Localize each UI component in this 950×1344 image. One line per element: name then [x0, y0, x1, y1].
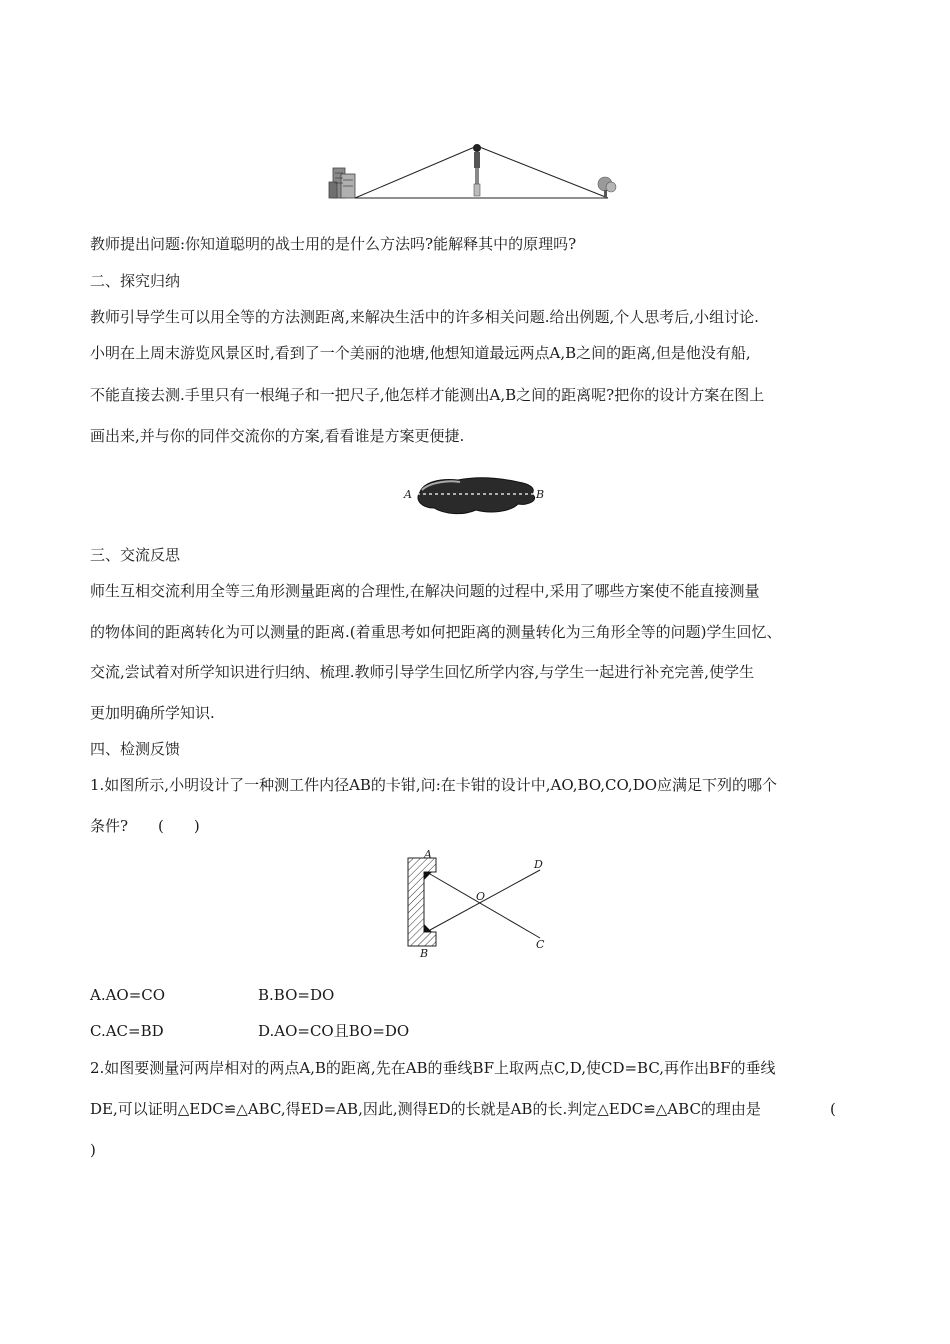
- caliper-label-c: C: [536, 938, 545, 951]
- caliper-label-b: B: [420, 947, 429, 960]
- q1-option-c[interactable]: C.AC=BD: [90, 1022, 164, 1040]
- section3-paragraph-4: 更加明确所学知识.: [90, 704, 215, 722]
- section2-paragraph-1: 教师引导学生可以用全等的方法测距离,来解决生活中的许多相关问题.给出例题,个人思考后,小组讨论.: [90, 308, 759, 326]
- soldier-icon: [473, 144, 481, 196]
- caliper-label-a: A: [424, 850, 432, 861]
- pond-figure: [400, 470, 550, 520]
- pond-label-a: A: [404, 488, 412, 501]
- question-2-paren-close: ): [90, 1141, 96, 1159]
- caliper-figure: [400, 850, 560, 960]
- question-1-line-1: 1.如图所示,小明设计了一种测工件内径AB的卡钳,问:在卡钳的设计中,AO,BO,CO,DO应满足下列的哪个: [90, 776, 778, 794]
- section3-heading: 三、交流反思: [90, 546, 181, 564]
- section3-paragraph-1: 师生互相交流利用全等三角形测量距离的合理性,在解决问题的过程中,采用了哪些方案使不能直接测量: [90, 582, 760, 600]
- caliper-label-d: D: [534, 858, 543, 871]
- caliper-label-o: O: [476, 890, 486, 903]
- section2-paragraph-3: 不能直接去测.手里只有一根绳子和一把尺子,他怎样才能测出A,B之间的距离呢?把你的设计方案在图上: [90, 386, 765, 404]
- soldier-triangle-figure: [325, 140, 620, 205]
- section2-paragraph-4: 画出来,并与你的同伴交流你的方案,看看谁是方案更便捷.: [90, 427, 465, 445]
- q1-option-b[interactable]: B.BO=DO: [258, 986, 335, 1004]
- question-2-line-2: DE,可以证明△EDC≌△ABC,得ED=AB,因此,测得ED的长就是AB的长.判定△EDC≌△ABC的理由是: [90, 1100, 761, 1118]
- section2-paragraph-2: 小明在上周末游览风景区时,看到了一个美丽的池塘,他想知道最远两点A,B之间的距离,但是他没有船,: [90, 344, 751, 362]
- building-icon: [329, 168, 355, 198]
- question-1-line-2: 条件? ( ): [90, 817, 200, 835]
- question-2-paren-open: (: [830, 1100, 836, 1118]
- section4-heading: 四、检测反馈: [90, 740, 181, 758]
- q1-option-d[interactable]: D.AO=CO且BO=DO: [258, 1022, 410, 1040]
- pond-label-b: B: [536, 488, 545, 501]
- section3-paragraph-3: 交流,尝试着对所学知识进行归纳、梳理.教师引导学生回忆所学内容,与学生一起进行补充完善,使学生: [90, 663, 755, 681]
- section3-paragraph-2: 的物体间的距离转化为可以测量的距离.(着重思考如何把距离的测量转化为三角形全等的问题)学生回忆、: [90, 623, 782, 641]
- intro-question: 教师提出问题:你知道聪明的战士用的是什么方法吗?能解释其中的原理吗?: [90, 235, 577, 253]
- section2-heading: 二、探究归纳: [90, 272, 181, 290]
- question-2-line-1: 2.如图要测量河两岸相对的两点A,B的距离,先在AB的垂线BF上取两点C,D,使CD=BC,再作出BF的垂线: [90, 1059, 776, 1077]
- q1-option-a[interactable]: A.AO=CO: [90, 986, 166, 1004]
